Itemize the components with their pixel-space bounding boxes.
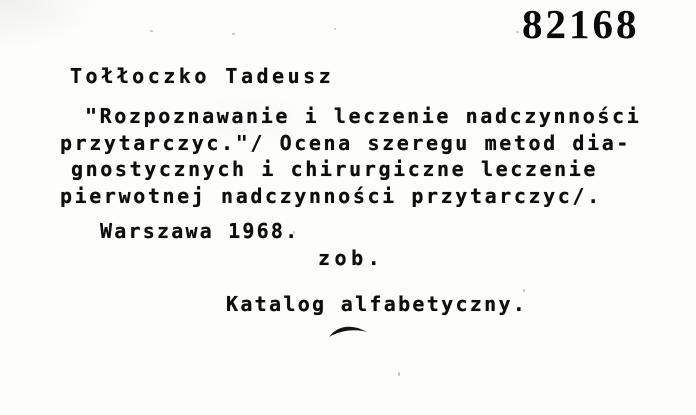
scan-speck <box>150 30 153 32</box>
imprint-line: Warszawa 1968. <box>100 219 300 243</box>
title-line: przytarczyc."/ Ocena szeregu metod dia- <box>60 130 631 155</box>
cross-reference-title: Katalog alfabetyczny. <box>226 292 528 316</box>
scan-speck <box>398 372 400 376</box>
title-paragraph <box>60 103 641 209</box>
scan-speck <box>293 231 295 234</box>
title-line: gnostycznych i chirurgiczne leczenie <box>71 157 599 181</box>
scan-speck <box>232 33 235 35</box>
scan-speck <box>523 289 525 292</box>
scan-speck <box>516 31 519 33</box>
title-line: "Rozpoznawanie i leczenie nadczynności <box>85 104 642 128</box>
title-line: pierwotnej nadczynności przytarczyc/. <box>60 183 602 208</box>
catalog-number: 82168 <box>522 1 640 47</box>
scan-speck <box>334 28 336 30</box>
handwritten-arc-mark <box>328 324 368 339</box>
see-reference: zob. <box>318 246 385 270</box>
author-heading: Tołłoczko Tadeusz <box>70 64 335 88</box>
